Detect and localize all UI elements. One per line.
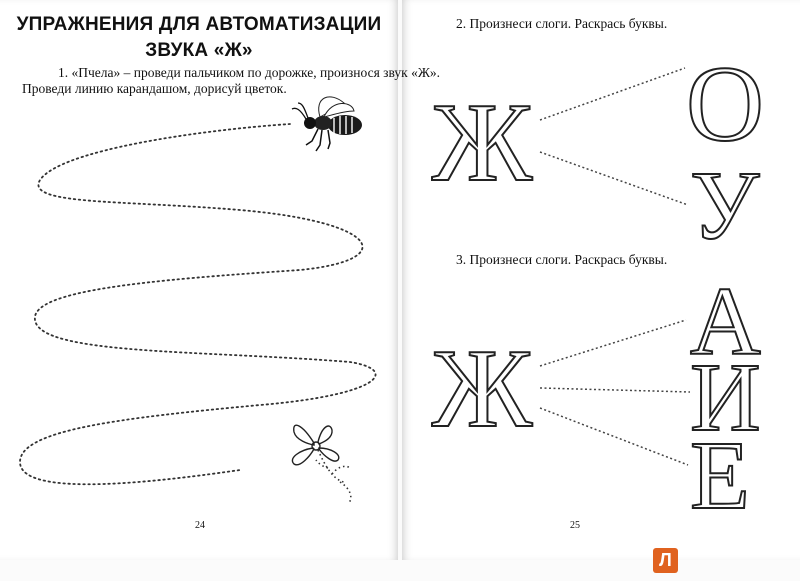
flower-icon [292,425,350,504]
publisher-logo: Л [653,548,678,573]
task3-vowel-i: И [690,344,761,452]
task2-vowel-u: У [690,152,760,260]
task1-instruction-line1: 1. «Пчела» – проведи пальчиком по дорожке, произнося звук «Ж». [58,65,441,80]
task3-instruction: 3. Произнеси слоги. Раскрась буквы. [456,252,668,267]
page-title-line2: ЗВУКА «Ж» [145,40,253,61]
task2-instruction: 2. Произнеси слоги. Раскрась буквы. [456,16,668,31]
task3-connector-lines [540,320,690,465]
bee-icon [292,97,362,151]
left-page-number: 24 [195,520,205,531]
page-title-line1: УПРАЖНЕНИЯ ДЛЯ АВТОМАТИЗАЦИИ [16,14,382,35]
task2-consonant-letter: Ж [432,81,533,205]
right-page-number: 25 [570,520,580,531]
task3-vowel-e: Е [690,422,750,530]
task3-consonant-letter: Ж [432,327,533,451]
task2-connector-lines [540,68,688,205]
task3-vowel-a: А [690,268,761,376]
task1-instruction-line2: Проведи линию карандашом, дорисуй цветок. [22,81,287,96]
task2-vowel-o: О [686,45,764,164]
